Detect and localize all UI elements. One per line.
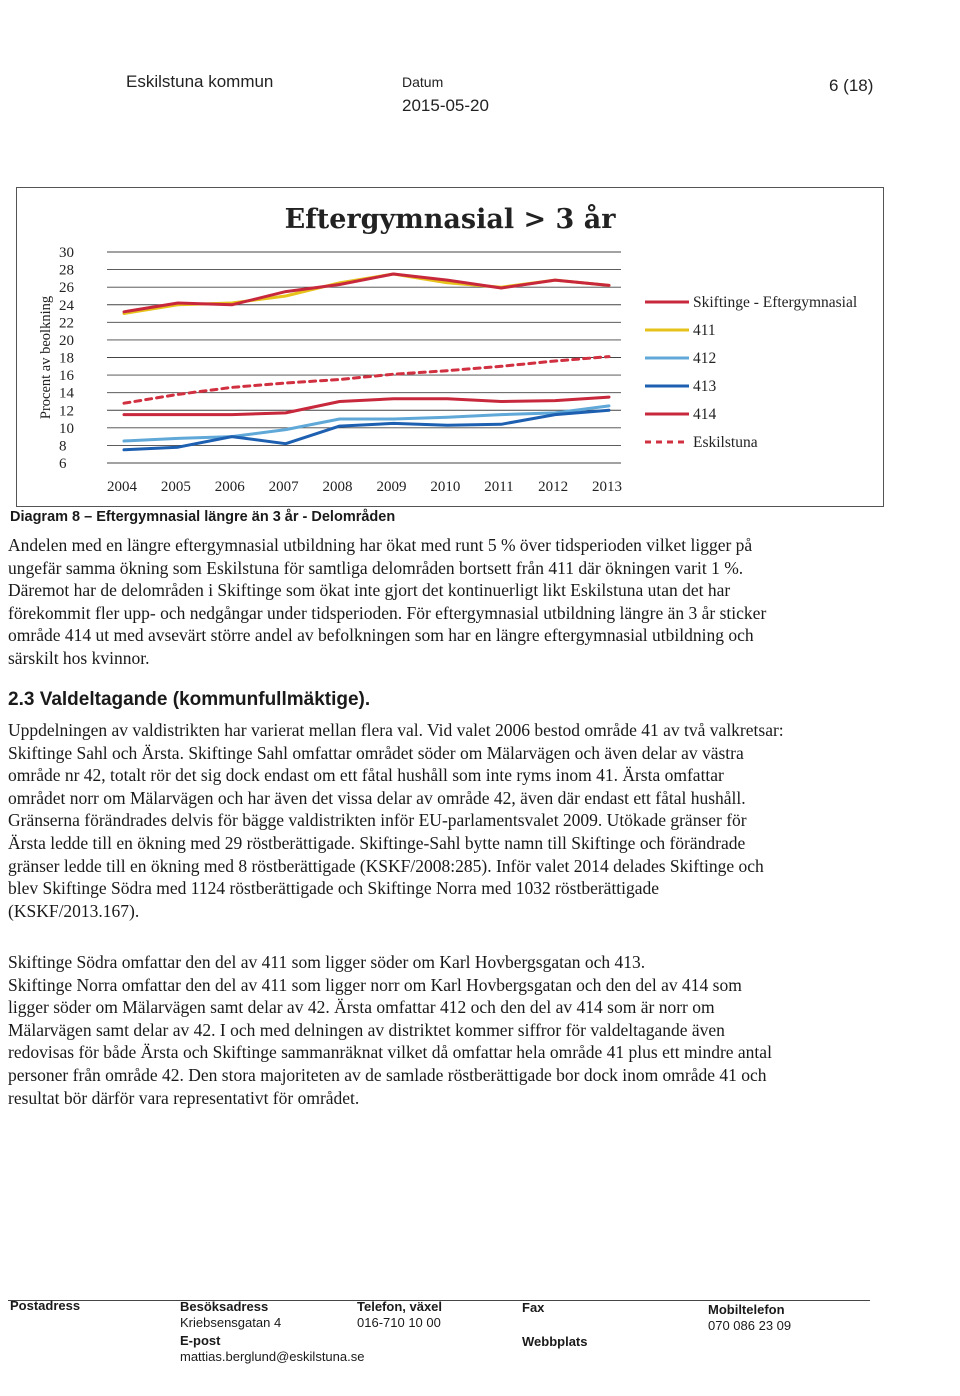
y-tick-label: 14 [59, 385, 74, 402]
y-tick-label: 10 [59, 420, 74, 437]
y-tick-label: 12 [59, 403, 74, 420]
footer-fax-label: Fax [522, 1300, 545, 1315]
legend-label: Skiftinge - Eftergymnasial [693, 294, 858, 311]
x-tick-label: 2013 [592, 479, 622, 495]
paragraph-skiftinge [8, 951, 772, 1109]
footer-telefon-label: Telefon, växel [357, 1299, 443, 1314]
footer-besoksadress-label: Besöksadress [180, 1299, 269, 1314]
legend-label: 414 [693, 406, 717, 423]
paragraph-education [8, 534, 766, 670]
text-line: Ärsta ledde till en ökning med 29 röstberättigade. Skiftinge-Sahl bytte namn till Skiftinge och förändrade [8, 832, 746, 853]
y-axis-label: Procent av beolkning [38, 295, 54, 420]
y-tick-label: 6 [59, 456, 67, 472]
series-line [124, 410, 609, 450]
text-line: Skiftinge Sahl och Ärsta. Skiftinge Sahl omfattar området söder om Mälarvägen och även delar av västra [8, 742, 744, 763]
x-tick-label: 2007 [268, 479, 299, 495]
text-line: Gränserna förändrades delvis för bägge valdistrikten inför EU-parlamentsvalet 2009. Utökade gränser för [8, 810, 747, 831]
section-title: 2.3 Valdeltagande (kommunfullmäktige). [8, 689, 371, 710]
legend-label: 411 [693, 322, 716, 339]
y-tick-label: 22 [59, 315, 74, 332]
footer-epost[interactable]: mattias.berglund@eskilstuna.se [180, 1349, 365, 1364]
legend-label: Eskilstuna [693, 434, 758, 451]
legend-label: 413 [693, 378, 717, 395]
footer-mobil: 070 086 23 09 [708, 1318, 792, 1333]
x-tick-label: 2004 [107, 479, 137, 495]
footer-postadress-label: Postadress [10, 1298, 81, 1313]
y-tick-label: 16 [59, 368, 74, 385]
series-line [124, 274, 609, 312]
x-tick-label: 2010 [430, 479, 461, 495]
x-tick-label: 2006 [214, 479, 245, 495]
header-date: 2015-05-20 [402, 96, 489, 115]
y-tick-label: 26 [59, 280, 74, 297]
header-page-number: 6 (18) [829, 76, 874, 95]
text-line: (KSKF/2013.167). [8, 900, 140, 921]
text-line: Däremot har de delområden i Skiftinge som ökat inte gjort det kontinuerligt likt Eskilstuna utan det har [8, 580, 731, 601]
series-line [124, 357, 609, 404]
diagram-caption: Diagram 8 – Eftergymnasial längre än 3 år - Delområden [10, 509, 396, 525]
header-org: Eskilstuna kommun [126, 72, 274, 91]
text-line: redovisas för både Ärsta och Skiftinge sammanräknat vilket då omfattar hela område 41 plus ett mindre antal [8, 1042, 772, 1063]
paragraph-valdistrikt [8, 719, 784, 922]
x-tick-label: 2011 [484, 479, 514, 495]
footer-webbplats-label: Webbplats [522, 1334, 588, 1349]
text-line: förekommit fler upp- och nedgångar under tidsperioden. För eftergymnasial utbildning längre än 3 år sticker [8, 602, 767, 623]
text-line: Skiftinge Södra omfattar den del av 411 som ligger söder om Karl Hovbergsgatan och 413. [8, 952, 646, 972]
y-tick-label: 24 [59, 297, 74, 314]
y-tick-label: 20 [59, 332, 74, 349]
text-line: Skiftinge Norra omfattar den del av 411 som ligger norr om Karl Hovbergsgatan och den del av 414 som [8, 974, 742, 995]
y-tick-label: 8 [59, 438, 67, 455]
text-line: blev Skiftinge Södra med 1124 röstberättigade och Skiftinge Norra med 1032 röstberättigade [8, 878, 660, 899]
text-line: ungefär samma ökning som Eskilstuna för samtliga delområden bortsett från 411 där ökningen varit 1 %. [8, 557, 744, 578]
text-line: Uppdelningen av valdistrikten har varierat mellan flera val. Vid valet 2006 bestod område 41 av två valkretsar: [8, 720, 784, 740]
text-line: området norr om Mälarvägen och har även det vissa delar av område 42, även där endast ett fåtal hushåll. [8, 787, 746, 808]
y-tick-label: 18 [59, 350, 74, 367]
text-line: område 414 ut med avsevärt större andel av befolkningen som har en längre eftergymnasial utbildning och [8, 625, 754, 646]
text-line: personer från område 42. Den stora majoriteten av de samlade röstberättigade bor dock inom område 41 och [8, 1064, 767, 1085]
text-line: område nr 42, totalt rör det sig dock endast om ett fåtal hushåll som inte ryms inom 41. Ärsta omfattar [8, 765, 724, 786]
text-line: gränser ledde till en ökning med 8 röstberättigade (KSKF/2008:285). Inför valet 2014 delades Skiftinge och [8, 855, 764, 876]
x-tick-label: 2005 [160, 479, 191, 495]
footer-besoksadress: Kriebsensgatan 4 [180, 1315, 282, 1330]
x-tick-label: 2012 [538, 479, 569, 495]
legend-label: 412 [693, 350, 717, 367]
y-tick-label: 30 [59, 245, 74, 261]
x-tick-label: 2008 [322, 479, 353, 495]
footer-mobil-label: Mobiltelefon [708, 1302, 785, 1317]
chart-title: Eftergymnasial > 3 år [284, 204, 616, 235]
line-chart [17, 188, 883, 506]
y-tick-label: 28 [59, 262, 74, 279]
text-line: Andelen med en längre eftergymnasial utbildning har ökat med runt 5 % över tidsperioden vilket ligger på [8, 535, 753, 555]
text-line: resultat bör därför vara representativt för området. [8, 1087, 360, 1108]
footer-epost-label: E-post [180, 1333, 221, 1348]
footer-telefon: 016-710 10 00 [357, 1315, 441, 1330]
text-line: särskilt hos kvinnor. [8, 647, 150, 668]
x-tick-label: 2009 [376, 479, 407, 495]
text-line: Mälarvägen samt delar av 42. I och med delningen av distriktet kommer siffror för valdeltagande även [8, 1019, 725, 1040]
header-datum-label: Datum [402, 74, 444, 90]
text-line: ligger söder om Mälarvägen samt delar av 42. Ärsta omfattar 412 och den del av 414 som är norr om [8, 997, 715, 1018]
chart-frame [16, 187, 884, 507]
series-line [124, 397, 609, 415]
